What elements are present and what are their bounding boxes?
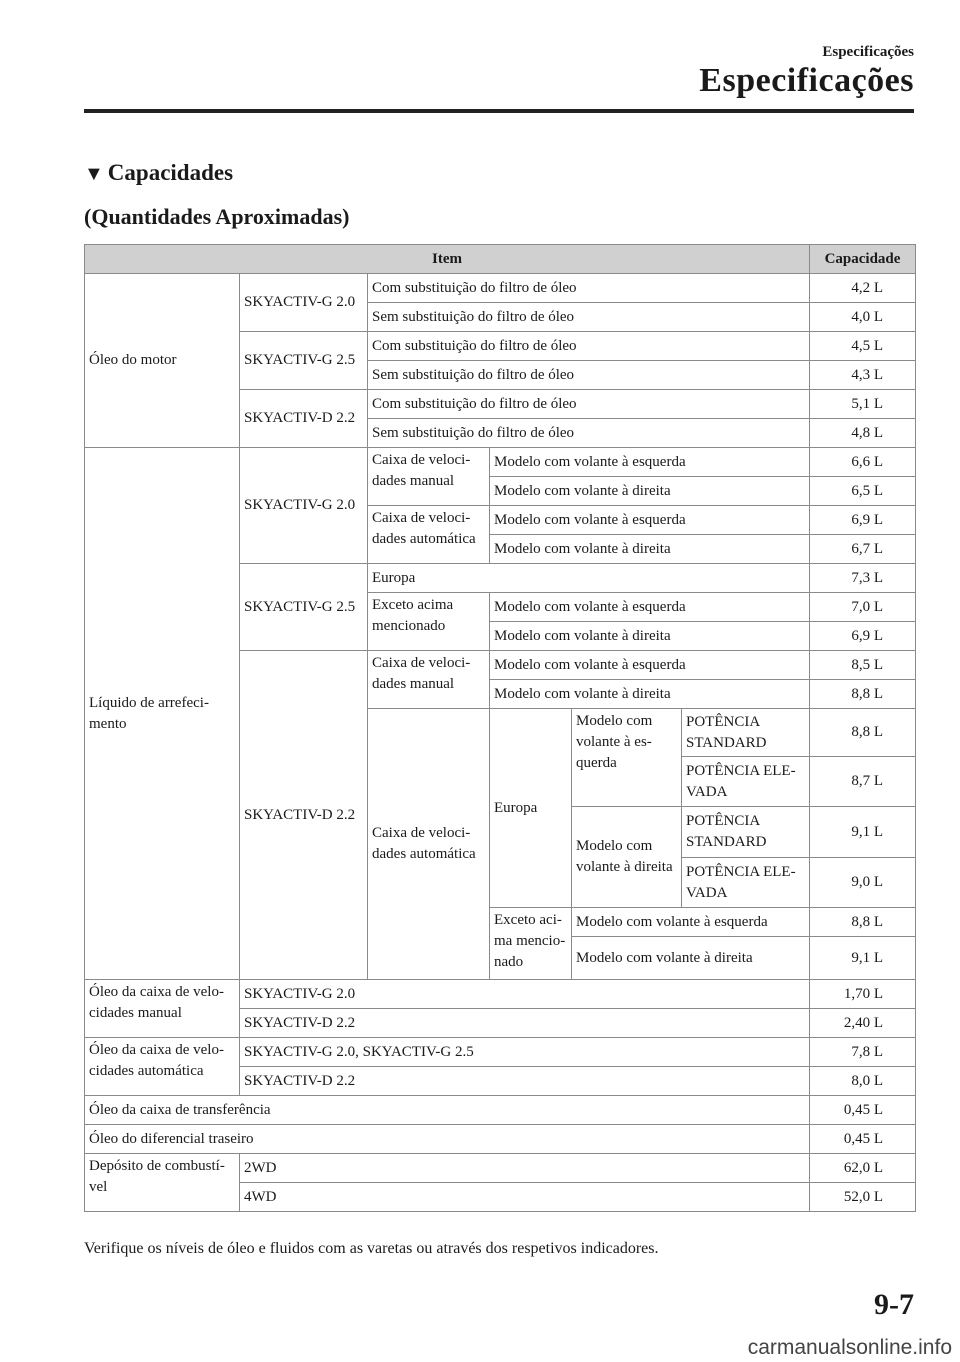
coolant-lhd: Modelo com volante à esquerda: [490, 651, 810, 680]
coolant-manual: Caixa de veloci- dades manual: [368, 448, 490, 506]
coolant-lhd-short: Modelo com volante à es- querda: [572, 709, 682, 807]
capacity-value: 7,3 L: [810, 564, 916, 593]
capacity-value: 4,3 L: [810, 361, 916, 390]
table-row: [85, 1038, 916, 1067]
capacity-value: 8,7 L: [810, 757, 916, 807]
header-rule: [84, 109, 914, 113]
capacity-value: 2,40 L: [810, 1009, 916, 1038]
fuel-2wd: 2WD: [240, 1154, 810, 1183]
at-d22: SKYACTIV-D 2.2: [240, 1067, 810, 1096]
col-header-capacity: Capacidade: [810, 245, 916, 274]
capacity-value: 8,8 L: [810, 908, 916, 937]
coolant-auto: Caixa de veloci- dades automática: [368, 506, 490, 564]
coolant-except-above: Exceto acima mencionado: [368, 593, 490, 651]
table-row: [85, 980, 916, 1009]
capacity-value: 0,45 L: [810, 1125, 916, 1154]
engine-without-filter: Sem substituição do filtro de óleo: [368, 303, 810, 332]
capacity-value: 8,0 L: [810, 1067, 916, 1096]
capacity-value: 8,8 L: [810, 680, 916, 709]
capacities-table: [84, 244, 916, 1212]
coolant-rhd: Modelo com volante à direita: [490, 680, 810, 709]
mt-d22: SKYACTIV-D 2.2: [240, 1009, 810, 1038]
coolant-lhd: Modelo com volante à esquerda: [490, 593, 810, 622]
coolant-high-power: POTÊNCIA ELE- VADA: [682, 757, 810, 807]
coolant-except-above-short: Exceto aci- ma mencio- nado: [490, 908, 572, 980]
coolant-rhd: Modelo com volante à direita: [490, 535, 810, 564]
coolant-europe: Europa: [368, 564, 810, 593]
page-number: 9-7: [874, 1288, 914, 1321]
capacity-value: 7,8 L: [810, 1038, 916, 1067]
coolant-rhd-short: Modelo com volante à direita: [572, 807, 682, 908]
coolant-g25: SKYACTIV-G 2.5: [240, 564, 368, 651]
capacity-value: 4,8 L: [810, 419, 916, 448]
capacity-value: 5,1 L: [810, 390, 916, 419]
engine-with-filter: Com substituição do filtro de óleo: [368, 332, 810, 361]
row-label-fuel-tank: Depósito de combustí- vel: [85, 1154, 240, 1212]
table-row: [85, 448, 916, 477]
engine-g20: SKYACTIV-G 2.0: [240, 274, 368, 332]
coolant-manual: Caixa de veloci- dades manual: [368, 651, 490, 709]
row-label-engine-oil: Óleo do motor: [85, 274, 240, 448]
capacity-value: 8,8 L: [810, 709, 916, 757]
engine-without-filter: Sem substituição do filtro de óleo: [368, 361, 810, 390]
capacity-value: 6,5 L: [810, 477, 916, 506]
row-label-mt-oil: Óleo da caixa de velo- cidades manual: [85, 980, 240, 1038]
row-label-rear-diff-oil: Óleo do diferencial traseiro: [85, 1125, 810, 1154]
capacity-value: 1,70 L: [810, 980, 916, 1009]
coolant-standard-power: POTÊNCIA STANDARD: [682, 807, 810, 858]
coolant-g20: SKYACTIV-G 2.0: [240, 448, 368, 564]
coolant-lhd: Modelo com volante à esquerda: [490, 506, 810, 535]
col-header-item: Item: [85, 245, 810, 274]
engine-with-filter: Com substituição do filtro de óleo: [368, 274, 810, 303]
coolant-high-power: POTÊNCIA ELE- VADA: [682, 858, 810, 908]
capacity-value: 9,1 L: [810, 807, 916, 858]
coolant-lhd: Modelo com volante à esquerda: [490, 448, 810, 477]
coolant-rhd: Modelo com volante à direita: [572, 937, 810, 980]
row-label-transfer-oil: Óleo da caixa de transferência: [85, 1096, 810, 1125]
triangle-down-icon: ▼: [84, 163, 104, 185]
coolant-europe: Europa: [490, 709, 572, 908]
footnote: Verifique os níveis de óleo e fluidos com as varetas ou através dos respetivos indicadores.: [84, 1240, 659, 1257]
watermark: carmanualsonline.info: [747, 1336, 952, 1359]
capacity-value: 6,9 L: [810, 506, 916, 535]
capacity-value: 9,0 L: [810, 858, 916, 908]
mt-g20: SKYACTIV-G 2.0: [240, 980, 810, 1009]
capacity-value: 62,0 L: [810, 1154, 916, 1183]
coolant-rhd: Modelo com volante à direita: [490, 622, 810, 651]
capacity-value: 8,5 L: [810, 651, 916, 680]
engine-without-filter: Sem substituição do filtro de óleo: [368, 419, 810, 448]
header-section-title: Especificações: [699, 62, 914, 99]
coolant-rhd: Modelo com volante à direita: [490, 477, 810, 506]
coolant-standard-power: POTÊNCIA STANDARD: [682, 709, 810, 757]
table-row: [85, 274, 916, 303]
capacity-value: 4,0 L: [810, 303, 916, 332]
table-header-row: [85, 245, 916, 274]
capacity-value: 0,45 L: [810, 1096, 916, 1125]
fuel-4wd: 4WD: [240, 1183, 810, 1212]
capacity-value: 9,1 L: [810, 937, 916, 980]
table-row: [85, 1125, 916, 1154]
capacity-value: 6,9 L: [810, 622, 916, 651]
section-title: [84, 160, 233, 186]
table-row: [85, 1096, 916, 1125]
header-section-small: Especificações: [822, 44, 914, 60]
capacity-value: 52,0 L: [810, 1183, 916, 1212]
row-label-at-oil: Óleo da caixa de velo- cidades automática: [85, 1038, 240, 1096]
at-g: SKYACTIV-G 2.0, SKYACTIV-G 2.5: [240, 1038, 810, 1067]
engine-d22: SKYACTIV-D 2.2: [240, 390, 368, 448]
section-title-text: Capacidades: [107, 160, 234, 185]
capacity-value: 6,6 L: [810, 448, 916, 477]
coolant-lhd: Modelo com volante à esquerda: [572, 908, 810, 937]
coolant-d22: SKYACTIV-D 2.2: [240, 651, 368, 980]
row-label-coolant: Líquido de arrefeci- mento: [85, 448, 240, 980]
capacity-value: 6,7 L: [810, 535, 916, 564]
capacity-value: 4,2 L: [810, 274, 916, 303]
capacity-value: 4,5 L: [810, 332, 916, 361]
coolant-auto: Caixa de veloci- dades automática: [368, 709, 490, 980]
section-subtitle: (Quantidades Aproximadas): [84, 204, 350, 229]
engine-with-filter: Com substituição do filtro de óleo: [368, 390, 810, 419]
table-row: [85, 1154, 916, 1183]
capacity-value: 7,0 L: [810, 593, 916, 622]
engine-g25: SKYACTIV-G 2.5: [240, 332, 368, 390]
